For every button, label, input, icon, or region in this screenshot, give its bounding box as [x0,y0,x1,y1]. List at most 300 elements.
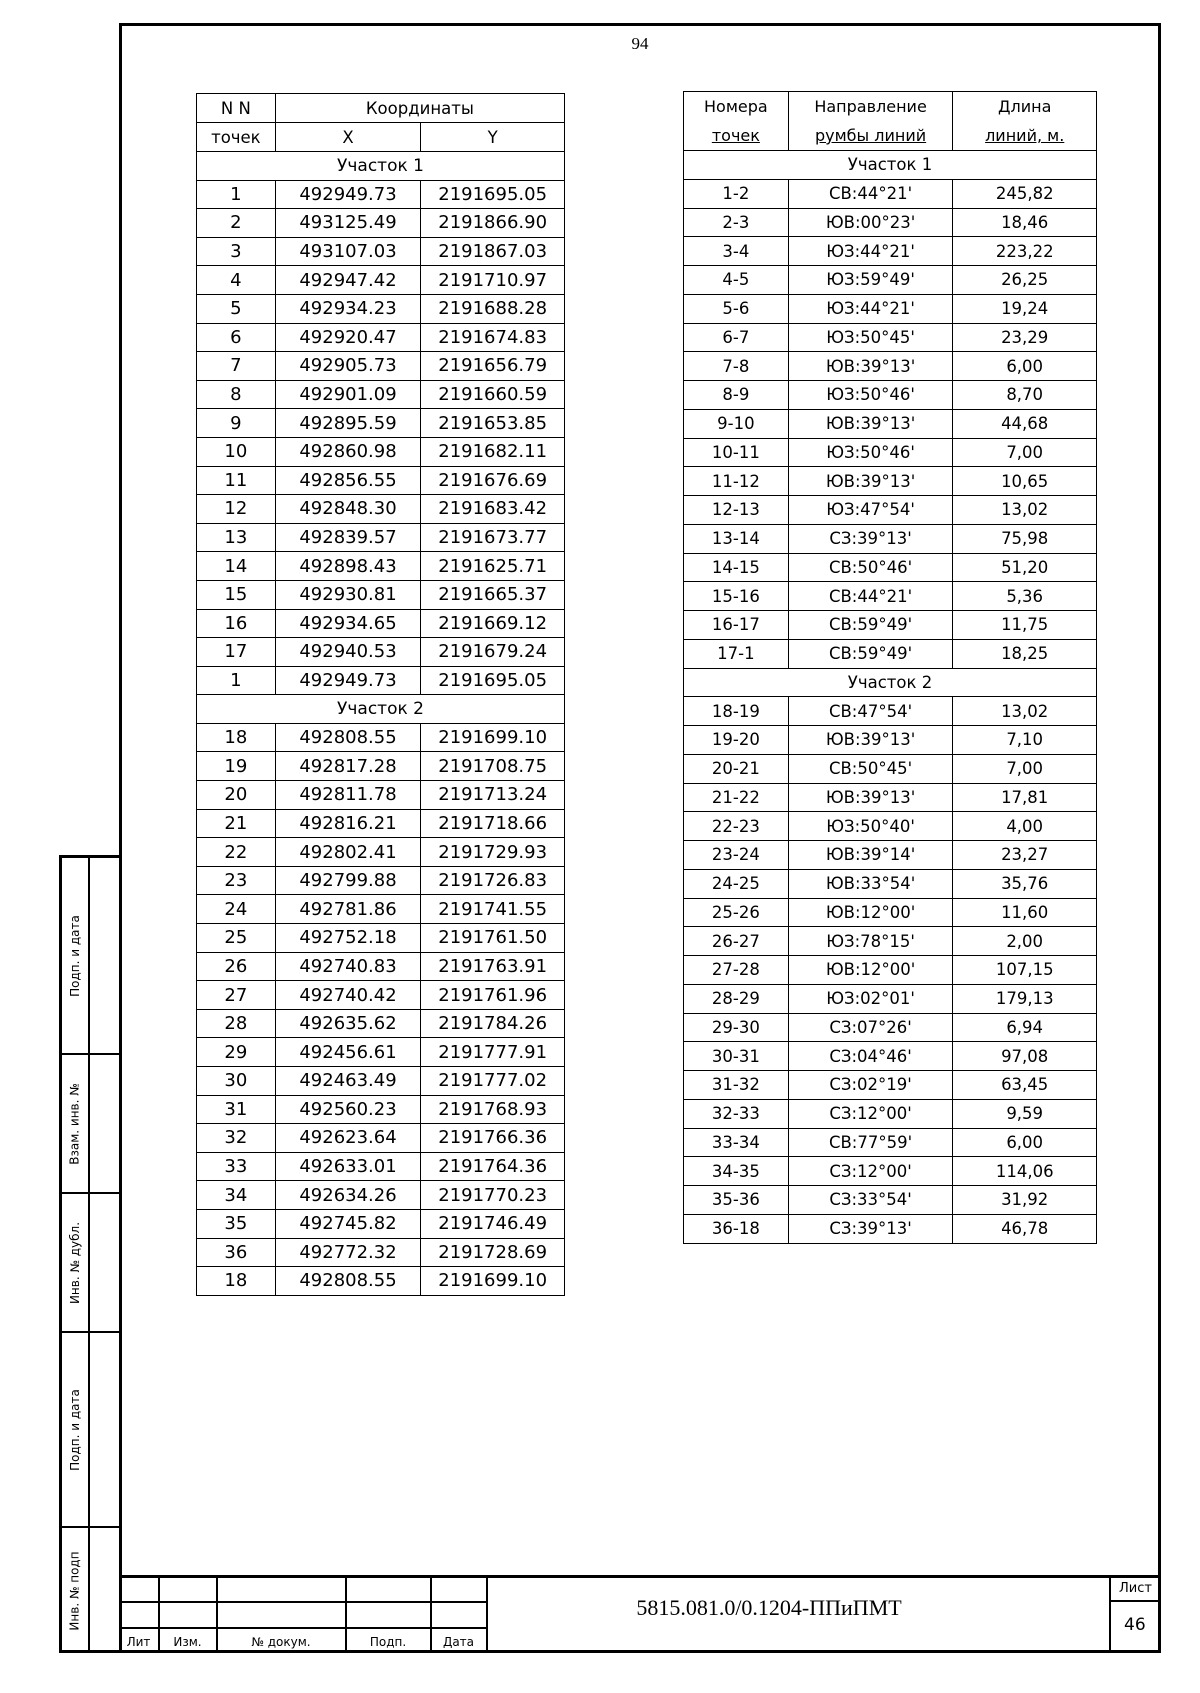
table-cell: 492635.62 [275,1009,421,1038]
table-row [197,552,565,581]
table-cell: 5 [197,294,276,323]
table-row [684,841,1097,870]
table-cell: 492808.55 [275,723,421,752]
table-cell: 33 [197,1152,276,1181]
document-code: 5815.081.0/0.1204-ППиПМТ [636,1595,902,1620]
table-cell: 11-12 [684,467,789,496]
table-cell: 2191625.71 [421,552,565,581]
table-cell: 5,36 [953,582,1097,611]
table-row [684,783,1097,812]
stamp-label: Подп. и дата [68,1388,82,1471]
table-row [684,323,1097,352]
table-row [684,266,1097,295]
table-cell: 35 [197,1209,276,1238]
table-cell: 492905.73 [275,352,421,381]
table-cell: 10 [197,437,276,466]
table-cell: ЮВ:39°13' [788,726,953,755]
section-title-row [684,668,1097,697]
table-cell: 4 [197,266,276,295]
table-row [197,1209,565,1238]
table-cell: 2191763.91 [421,952,565,981]
table-cell: 4-5 [684,266,789,295]
table-cell: 492949.73 [275,666,421,695]
table-cell: ЮЗ:50°46' [788,381,953,410]
table-cell: 492623.64 [275,1124,421,1153]
table-cell: ЮВ:12°00' [788,898,953,927]
table-cell: 492817.28 [275,752,421,781]
table-cell: 2191768.93 [421,1095,565,1124]
table-row [197,838,565,867]
table-cell: 2191764.36 [421,1152,565,1181]
table-row [684,524,1097,553]
col-label-date: Дата [442,1635,475,1649]
table-row [197,781,565,810]
table-cell: ЮВ:12°00' [788,956,953,985]
table-cell: СЗ:39°13' [788,1214,953,1243]
table-cell: 30-31 [684,1042,789,1071]
table-cell: 13-14 [684,524,789,553]
table-cell: 2191674.83 [421,323,565,352]
table-cell: 29-30 [684,1013,789,1042]
table-cell: 492799.88 [275,866,421,895]
table-cell: 24-25 [684,869,789,898]
table-cell: 7,10 [953,726,1097,755]
table-cell: 2191656.79 [421,352,565,381]
table-cell: 9,59 [953,1099,1097,1128]
stamp-label: Инв. № дубл. [68,1221,83,1304]
table-row [684,639,1097,668]
table-row [684,409,1097,438]
table-row [197,723,565,752]
table-cell: 2-3 [684,208,789,237]
bearings-header-length-bottom: линий, м. [953,121,1097,151]
table-cell: 22-23 [684,812,789,841]
table-cell: 17,81 [953,783,1097,812]
table-cell: 2191660.59 [421,380,565,409]
table-cell: 8 [197,380,276,409]
table-cell: СЗ:12°00' [788,1099,953,1128]
table-cell: 20-21 [684,754,789,783]
table-cell: 35-36 [684,1186,789,1215]
table-row [197,666,565,695]
table-cell: 2191761.96 [421,981,565,1010]
table-row [684,1157,1097,1186]
table-row [684,467,1097,496]
table-cell: 33-34 [684,1128,789,1157]
table-cell: 25-26 [684,898,789,927]
table-cell: 36 [197,1238,276,1267]
table-cell: 2191665.37 [421,580,565,609]
coordinates-table [196,93,565,1296]
table-row [197,495,565,524]
table-cell: 15 [197,580,276,609]
table-cell: 18,25 [953,639,1097,668]
table-cell: 2191777.02 [421,1067,565,1096]
table-cell: 21-22 [684,783,789,812]
table-cell: 492839.57 [275,523,421,552]
table-cell: 6-7 [684,323,789,352]
table-cell: 2191718.66 [421,809,565,838]
table-row [197,180,565,209]
table-cell: 28 [197,1009,276,1038]
table-cell: ЮВ:39°13' [788,783,953,812]
table-cell: СВ:59°49' [788,611,953,640]
table-cell: 23,27 [953,841,1097,870]
table-cell: 2191728.69 [421,1238,565,1267]
bearings-header-direction-top: Направление [788,92,953,122]
table-cell: СВ:50°45' [788,754,953,783]
bearings-header-row-1 [684,92,1097,122]
table-cell: ЮЗ:02°01' [788,984,953,1013]
table-cell: 492456.61 [275,1038,421,1067]
table-cell: 2191695.05 [421,180,565,209]
table-cell: 17 [197,638,276,667]
table-row [197,752,565,781]
table-row [197,1152,565,1181]
left-stamp-strip [59,855,119,1653]
table-row [197,952,565,981]
table-cell: 34 [197,1181,276,1210]
table-cell: 492947.42 [275,266,421,295]
col-label-doc-no: № докум. [251,1635,311,1649]
title-block [119,1575,1161,1653]
table-cell: 6 [197,323,276,352]
table-row [197,981,565,1010]
table-cell: 25 [197,924,276,953]
table-row [684,1071,1097,1100]
table-cell: 492740.42 [275,981,421,1010]
table-row [197,866,565,895]
table-cell: 2191653.85 [421,409,565,438]
table-cell: 2191695.05 [421,666,565,695]
table-cell: 492949.73 [275,180,421,209]
title-block-sheet-line [1109,1600,1161,1602]
table-cell: 19,24 [953,294,1097,323]
table-cell: СЗ:07°26' [788,1013,953,1042]
table-cell: 2191713.24 [421,781,565,810]
stamp-cell-signature-date-2 [62,1333,119,1528]
table-row [684,611,1097,640]
table-cell: 2191726.83 [421,866,565,895]
table-cell: 492934.65 [275,609,421,638]
table-cell: 6,00 [953,352,1097,381]
table-cell: 18 [197,723,276,752]
table-cell: 26 [197,952,276,981]
table-row [684,438,1097,467]
table-cell: 492920.47 [275,323,421,352]
table-cell: 223,22 [953,237,1097,266]
table-cell: 2191867.03 [421,237,565,266]
table-cell: 23 [197,866,276,895]
table-row [197,1009,565,1038]
section-title-row [197,695,565,724]
table-cell: 2191699.10 [421,723,565,752]
table-cell: 1 [197,666,276,695]
table-cell: 2191784.26 [421,1009,565,1038]
table-cell: 4,00 [953,812,1097,841]
table-cell: 7-8 [684,352,789,381]
table-row [197,466,565,495]
table-cell: 18,46 [953,208,1097,237]
table-row [197,1181,565,1210]
coords-header-points: точек [197,123,276,152]
table-cell: 2191761.50 [421,924,565,953]
table-row [684,956,1097,985]
table-cell: 6,94 [953,1013,1097,1042]
table-cell: 2191746.49 [421,1209,565,1238]
table-cell: 1-2 [684,179,789,208]
table-cell: 35,76 [953,869,1097,898]
table-row [197,266,565,295]
table-cell: ЮЗ:50°45' [788,323,953,352]
table-cell: 492560.23 [275,1095,421,1124]
table-cell: 107,15 [953,956,1097,985]
section-title-row [684,151,1097,180]
table-cell: 31,92 [953,1186,1097,1215]
table-row [684,294,1097,323]
table-row [684,984,1097,1013]
table-cell: 5-6 [684,294,789,323]
stamp-cell-signature-date-1 [62,858,119,1055]
table-cell: СЗ:33°54' [788,1186,953,1215]
table-cell: 18-19 [684,697,789,726]
table-cell: 7,00 [953,754,1097,783]
table-cell: 21 [197,809,276,838]
coords-header-y: Y [421,123,565,152]
table-cell: 114,06 [953,1157,1097,1186]
stamp-label: Подп. и дата [68,914,82,997]
table-cell: СЗ:02°19' [788,1071,953,1100]
table-cell: 492895.59 [275,409,421,438]
coords-header-row-2 [197,123,565,152]
table-cell: 3 [197,237,276,266]
table-row [197,924,565,953]
col-label-change: Изм. [173,1635,202,1649]
table-cell: 19 [197,752,276,781]
table-cell: 492816.21 [275,809,421,838]
section-title: Участок 2 [684,668,1097,697]
table-row [684,869,1097,898]
table-cell: 2191741.55 [421,895,565,924]
table-row [197,1038,565,1067]
table-cell: 12-13 [684,496,789,525]
table-row [197,1267,565,1296]
table-cell: ЮВ:39°13' [788,409,953,438]
table-cell: ЮВ:39°13' [788,352,953,381]
table-cell: 16-17 [684,611,789,640]
table-cell: 492808.55 [275,1267,421,1296]
table-cell: 492901.09 [275,380,421,409]
table-cell: 63,45 [953,1071,1097,1100]
bearings-header-length-top: Длина [953,92,1097,122]
table-cell: 492772.32 [275,1238,421,1267]
table-cell: ЮЗ:50°46' [788,438,953,467]
table-cell: 13,02 [953,496,1097,525]
table-cell: 2191729.93 [421,838,565,867]
table-cell: 2191673.77 [421,523,565,552]
table-cell: ЮЗ:44°21' [788,294,953,323]
table-cell: 245,82 [953,179,1097,208]
table-cell: 492856.55 [275,466,421,495]
table-row [684,179,1097,208]
table-cell: ЮЗ:59°49' [788,266,953,295]
table-row [684,582,1097,611]
table-cell: 2191679.24 [421,638,565,667]
table-row [197,209,565,238]
table-cell: 14-15 [684,553,789,582]
table-cell: ЮВ:39°13' [788,467,953,496]
page-top-number: 94 [631,34,649,53]
table-cell: 492740.83 [275,952,421,981]
table-row [197,638,565,667]
table-row [197,323,565,352]
table-cell: 19-20 [684,726,789,755]
table-row [684,352,1097,381]
table-cell: 26-27 [684,927,789,956]
table-cell: 492848.30 [275,495,421,524]
table-cell: 492752.18 [275,924,421,953]
sheet-label: Лист [1119,1581,1152,1596]
table-cell: 492940.53 [275,638,421,667]
table-cell: ЮВ:33°54' [788,869,953,898]
table-cell: 32 [197,1124,276,1153]
table-cell: 18 [197,1267,276,1296]
table-cell: 3-4 [684,237,789,266]
table-cell: 16 [197,609,276,638]
table-cell: 2191766.36 [421,1124,565,1153]
table-cell: 34-35 [684,1157,789,1186]
table-row [684,927,1097,956]
table-cell: 492811.78 [275,781,421,810]
table-cell: СВ:47°54' [788,697,953,726]
stamp-label: Инв. № подп [68,1550,82,1631]
table-cell: 493125.49 [275,209,421,238]
table-cell: 20 [197,781,276,810]
table-row [684,697,1097,726]
table-row [684,1186,1097,1215]
table-cell: ЮЗ:78°15' [788,927,953,956]
table-cell: 2191770.23 [421,1181,565,1210]
table-cell: 2,00 [953,927,1097,956]
table-cell: 492633.01 [275,1152,421,1181]
table-cell: ЮЗ:47°54' [788,496,953,525]
table-row [197,809,565,838]
bearings-header-points-top: Номера [684,92,789,122]
table-cell: 2191699.10 [421,1267,565,1296]
coords-header-row-1 [197,94,565,123]
table-row [197,895,565,924]
bearings-header-points-bottom: точек [684,121,789,151]
table-cell: СВ:59°49' [788,639,953,668]
table-cell: 492930.81 [275,580,421,609]
coords-header-x: X [275,123,421,152]
table-cell: 8-9 [684,381,789,410]
table-cell: 32-33 [684,1099,789,1128]
section-title-row [197,152,565,181]
table-cell: 7,00 [953,438,1097,467]
table-cell: ЮЗ:44°21' [788,237,953,266]
table-row [197,1124,565,1153]
table-cell: 27-28 [684,956,789,985]
table-cell: СЗ:39°13' [788,524,953,553]
table-row [197,1067,565,1096]
stamp-cell-duplicate-inv [62,1194,119,1333]
table-row [684,1128,1097,1157]
table-cell: ЮЗ:50°40' [788,812,953,841]
table-cell: 492463.49 [275,1067,421,1096]
table-cell: 9-10 [684,409,789,438]
stamp-label: Взам. инв. № [68,1082,83,1165]
table-cell: 23,29 [953,323,1097,352]
coords-header-coordinates: Координаты [275,94,564,123]
table-cell: 36-18 [684,1214,789,1243]
stamp-cell-replacement-inv [62,1055,119,1194]
table-row [684,812,1097,841]
table-cell: 11 [197,466,276,495]
table-row [197,1238,565,1267]
table-cell: 492860.98 [275,437,421,466]
table-cell: 492745.82 [275,1209,421,1238]
table-cell: 2191710.97 [421,266,565,295]
table-cell: 9 [197,409,276,438]
table-cell: 10,65 [953,467,1097,496]
table-cell: 1 [197,180,276,209]
table-cell: 11,75 [953,611,1097,640]
table-cell: 22 [197,838,276,867]
table-cell: 13,02 [953,697,1097,726]
section-title: Участок 1 [684,151,1097,180]
table-cell: СВ:44°21' [788,582,953,611]
table-cell: 51,20 [953,553,1097,582]
table-cell: 6,00 [953,1128,1097,1157]
table-cell: СЗ:12°00' [788,1157,953,1186]
table-cell: 11,60 [953,898,1097,927]
table-cell: ЮВ:39°14' [788,841,953,870]
table-cell: 15-16 [684,582,789,611]
table-cell: 493107.03 [275,237,421,266]
table-cell: 2191688.28 [421,294,565,323]
table-cell: 28-29 [684,984,789,1013]
table-cell: 492802.41 [275,838,421,867]
table-cell: 10-11 [684,438,789,467]
section-title: Участок 1 [197,152,565,181]
table-cell: 2191777.91 [421,1038,565,1067]
table-cell: 2191682.11 [421,437,565,466]
table-row [684,1042,1097,1071]
table-cell: 31 [197,1095,276,1124]
table-row [197,409,565,438]
table-cell: 12 [197,495,276,524]
table-cell: 13 [197,523,276,552]
table-row [684,1013,1097,1042]
table-cell: 23-24 [684,841,789,870]
table-row [197,1095,565,1124]
table-row [684,726,1097,755]
table-row [684,1214,1097,1243]
table-cell: 44,68 [953,409,1097,438]
title-block-col-line [1109,1575,1111,1653]
table-cell: 30 [197,1067,276,1096]
table-cell: СВ:77°59' [788,1128,953,1157]
table-cell: 2 [197,209,276,238]
table-row [684,1099,1097,1128]
table-row [197,580,565,609]
table-row [197,237,565,266]
table-cell: 17-1 [684,639,789,668]
table-cell: 29 [197,1038,276,1067]
table-row [684,754,1097,783]
table-cell: 2191676.69 [421,466,565,495]
